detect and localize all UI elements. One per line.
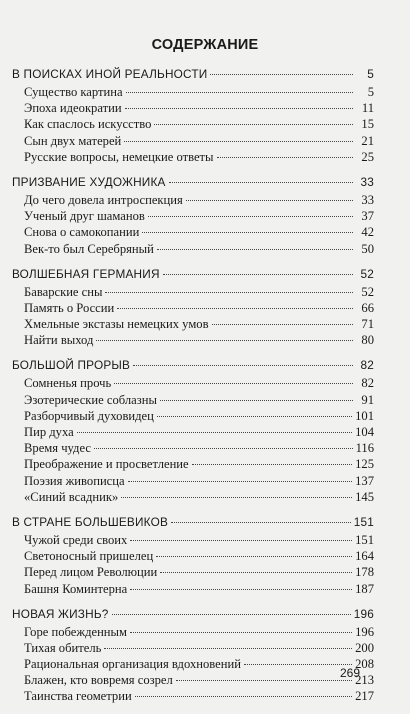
dot-leader (212, 324, 353, 325)
toc-entry-page: 104 (355, 425, 374, 439)
toc-chapter (12, 266, 374, 283)
dot-leader (126, 92, 353, 93)
toc-entry-page: 42 (361, 225, 374, 240)
dot-leader (163, 274, 353, 275)
toc-chapter-page: 33 (360, 174, 374, 189)
toc-entry (12, 424, 374, 440)
toc-entry-page: 50 (361, 241, 374, 256)
dot-leader (124, 141, 353, 142)
dot-leader (157, 416, 352, 417)
dot-leader (154, 124, 353, 125)
toc-entry-label: Сомненья прочь (24, 376, 112, 391)
toc-chapter-page: 151 (353, 514, 374, 529)
dot-leader (117, 308, 353, 309)
toc-entry (12, 564, 374, 580)
dot-leader (130, 540, 352, 541)
toc-entry-label: Таинства геометрии (24, 689, 132, 704)
toc-entry-label: Эпоха идеократии (24, 101, 122, 116)
page-number: 269 (340, 666, 361, 680)
toc-entry-label: Разборчивый духовидец (24, 408, 154, 423)
toc-entry-page: 21 (361, 133, 374, 148)
dot-leader (217, 157, 353, 158)
dot-leader (160, 400, 353, 401)
toc-section (12, 357, 374, 505)
toc-entry-page: 11 (361, 101, 374, 116)
dot-leader (176, 680, 352, 681)
toc-entry-label: Снова о самокопании (24, 225, 140, 240)
toc-chapter (12, 606, 374, 623)
toc-entry-label: Светоносный пришелец (24, 549, 154, 564)
toc-entry (12, 100, 374, 116)
toc-entry-page: 217 (355, 689, 374, 704)
toc-entry-page: 208 (355, 657, 374, 672)
toc-section (12, 174, 374, 257)
dot-leader (96, 340, 353, 341)
toc-section (12, 266, 374, 349)
toc-entry (12, 284, 374, 300)
toc-chapter-label: БОЛЬШОЙ ПРОРЫВ (12, 358, 131, 373)
toc-entry-page: 5 (367, 85, 374, 99)
dot-leader (210, 74, 353, 75)
toc-entry (12, 332, 374, 348)
dot-leader (130, 589, 352, 590)
dot-leader (112, 614, 351, 615)
dot-leader (169, 182, 353, 183)
toc-entry-label: Тихая обитель (24, 640, 102, 655)
toc-entry-label: «Синий всадник» (24, 489, 119, 504)
dot-leader (121, 497, 352, 498)
toc-entry-label: Блажен, кто вовремя созрел (24, 673, 173, 688)
dot-leader (157, 249, 353, 250)
toc-entry-label: Преображение и просветление (24, 457, 189, 472)
dot-leader (114, 383, 353, 384)
toc-entry-label: Перед лицом Революции (24, 565, 158, 580)
toc-entry (12, 473, 374, 489)
toc-chapter (12, 357, 374, 374)
toc-entry-page: 200 (355, 640, 374, 655)
toc-entry-page: 187 (355, 581, 374, 596)
toc-entry-label: Чужой среди своих (24, 532, 128, 547)
dot-leader (105, 292, 353, 293)
dot-leader (130, 632, 352, 633)
table-of-contents (12, 66, 374, 714)
toc-chapter-label: В ПОИСКАХ ИНОЙ РЕАЛЬНОСТИ (12, 67, 208, 81)
dot-leader (104, 648, 352, 649)
toc-entry (12, 532, 374, 548)
toc-entry-label: Хмельные экстазы немецких умов (24, 317, 209, 332)
toc-entry (12, 84, 374, 100)
toc-entry-label: Время чудес (24, 441, 91, 456)
toc-section (12, 606, 374, 705)
toc-entry (12, 149, 374, 165)
dot-leader (125, 108, 353, 109)
toc-chapter-label: В СТРАНЕ БОЛЬШЕВИКОВ (12, 514, 169, 529)
toc-entry-page: 196 (355, 624, 374, 639)
toc-chapter-page: 5 (367, 67, 374, 81)
toc-entry (12, 392, 374, 408)
toc-entry (12, 624, 374, 640)
toc-entry-label: Существо картина (24, 85, 123, 99)
toc-entry (12, 375, 374, 391)
toc-entry (12, 241, 374, 257)
toc-entry (12, 300, 374, 316)
toc-entry (12, 640, 374, 656)
toc-entry-page: 15 (361, 117, 374, 132)
toc-entry (12, 133, 374, 149)
dot-leader (142, 232, 353, 233)
toc-entry-page: 80 (361, 333, 374, 348)
toc-entry (12, 440, 374, 456)
toc-entry (12, 316, 374, 332)
dot-leader (244, 664, 352, 665)
toc-section (12, 66, 374, 165)
toc-entry-page: 91 (361, 392, 374, 407)
toc-entry-label: Рациональная организация вдохновений (24, 657, 241, 672)
toc-entry-label: Горе побежденным (24, 624, 127, 639)
dot-leader (94, 448, 353, 449)
toc-entry-label: Сын двух матерей (24, 133, 122, 148)
toc-entry (12, 116, 374, 132)
dot-leader (77, 432, 352, 433)
dot-leader (133, 365, 353, 366)
toc-entry-label: Память о России (24, 300, 115, 315)
dot-leader (156, 556, 352, 557)
toc-entry-label: Как спаслось искусство (24, 117, 152, 132)
dot-leader (186, 200, 353, 201)
toc-entry-label: Русские вопросы, немецкие ответы (24, 149, 214, 164)
toc-entry-page: 33 (361, 192, 374, 207)
toc-entry-page: 101 (355, 408, 374, 423)
toc-entry (12, 192, 374, 208)
toc-entry-label: Пир духа (24, 425, 74, 439)
toc-chapter-page: 82 (360, 358, 374, 373)
toc-entry-label: Век-то был Серебряный (24, 241, 154, 256)
page-title: СОДЕРЖАНИЕ (151, 37, 259, 53)
toc-chapter-label: ВОЛШЕБНАЯ ГЕРМАНИЯ (12, 266, 160, 281)
toc-entry-page: 164 (355, 549, 374, 564)
toc-entry-page: 66 (361, 300, 374, 315)
toc-entry (12, 656, 374, 672)
toc-entry (12, 688, 374, 704)
toc-entry (12, 581, 374, 597)
toc-chapter-page: 196 (353, 606, 374, 621)
dot-leader (128, 481, 353, 482)
toc-entry-page: 71 (361, 317, 374, 332)
toc-entry-label: До чего довела интроспекция (24, 192, 183, 207)
toc-chapter (12, 514, 374, 531)
toc-entry (12, 208, 374, 224)
toc-chapter-label: НОВАЯ ЖИЗНЬ? (12, 606, 109, 621)
dot-leader (148, 216, 353, 217)
toc-entry-page: 151 (355, 532, 374, 547)
toc-entry (12, 548, 374, 564)
toc-entry-page: 145 (355, 489, 374, 504)
toc-chapter (12, 66, 374, 83)
toc-entry (12, 489, 374, 505)
dot-leader (171, 522, 351, 523)
toc-entry-page: 125 (355, 457, 374, 472)
toc-entry-page: 37 (361, 209, 374, 224)
toc-entry-label: Башня Коминтерна (24, 581, 128, 596)
toc-chapter (12, 174, 374, 191)
toc-chapter-page: 52 (360, 266, 374, 281)
dot-leader (135, 696, 352, 697)
toc-entry (12, 224, 374, 240)
toc-entry-page: 178 (355, 565, 374, 580)
toc-entry-page: 213 (355, 673, 374, 688)
toc-entry-label: Поэзия живописца (24, 473, 125, 488)
toc-entry-label: Баварские сны (24, 284, 103, 299)
toc-entry-page: 137 (355, 473, 374, 488)
dot-leader (160, 572, 352, 573)
toc-entry-page: 82 (361, 376, 374, 391)
toc-entry (12, 672, 374, 688)
dot-leader (192, 464, 352, 465)
toc-entry-label: Ученый друг шаманов (24, 209, 145, 224)
toc-chapter-label: ПРИЗВАНИЕ ХУДОЖНИКА (12, 174, 166, 189)
toc-entry (12, 456, 374, 472)
toc-entry-label: Найти выход (24, 333, 94, 348)
toc-entry (12, 408, 374, 424)
toc-entry-label: Эзотерические соблазны (24, 392, 157, 407)
toc-section (12, 514, 374, 597)
toc-entry-page: 116 (355, 441, 374, 456)
toc-entry-page: 25 (361, 149, 374, 164)
toc-entry-page: 52 (361, 284, 374, 299)
